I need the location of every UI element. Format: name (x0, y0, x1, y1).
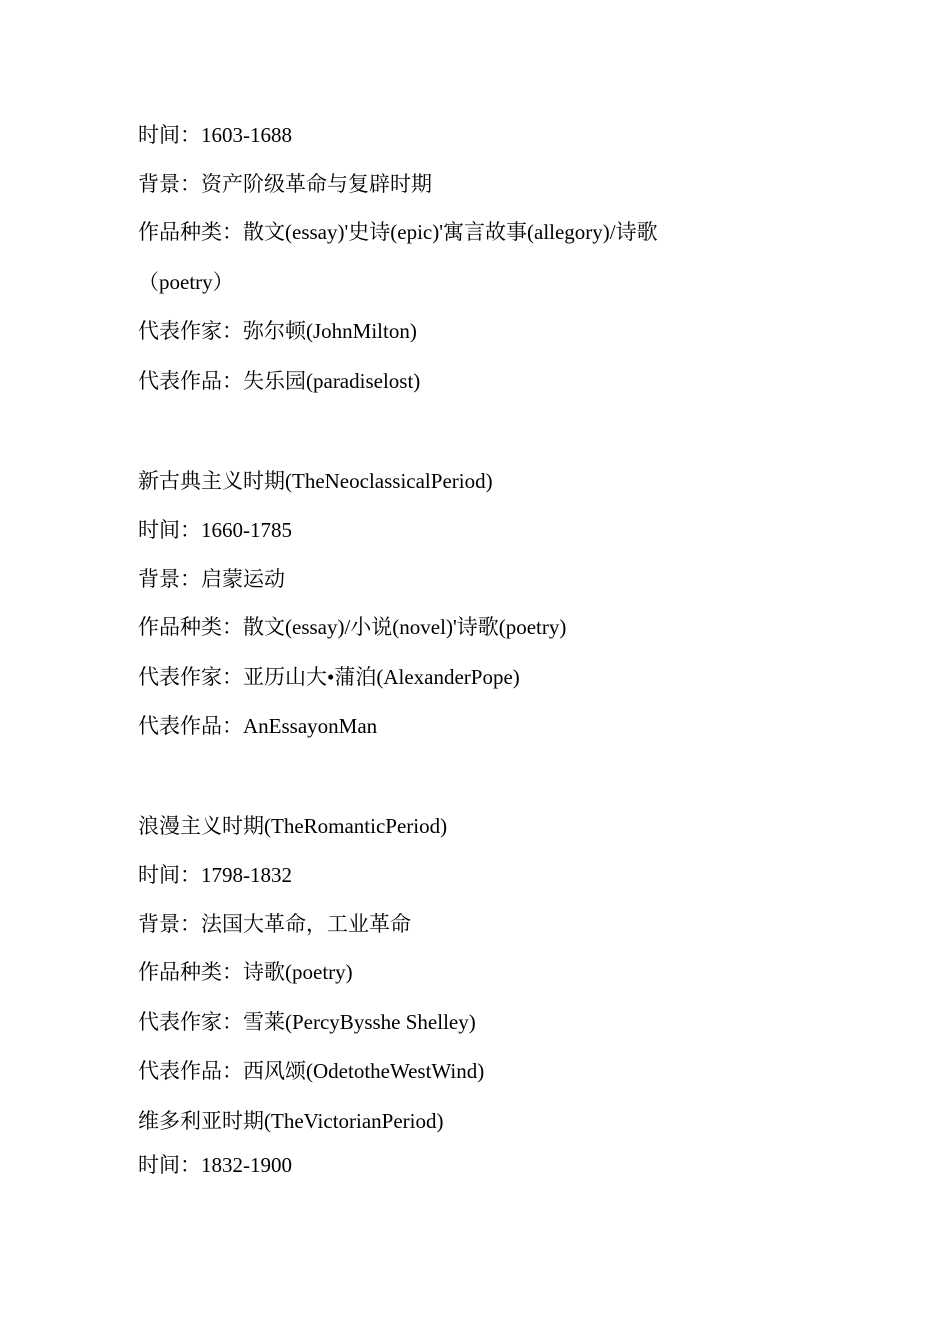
section1-background: 背景：资产阶级革命与复辟时期 (138, 172, 432, 196)
section3-time: 时间：1798-1832 (138, 863, 292, 887)
section2-time: 时间：1660-1785 (138, 518, 292, 542)
section2-work: 代表作品：AnEssayonMan (138, 714, 378, 738)
section1-time: 时间：1603-1688 (138, 123, 292, 147)
section2-background: 背景：启蒙运动 (138, 567, 285, 591)
section3-writer: 代表作家：雪莱(PercyBysshe Shelley) (138, 1010, 476, 1034)
section1-work: 代表作品：失乐园(paradiselost) (138, 369, 421, 393)
section3-genres: 作品种类：诗歌(poetry) (138, 960, 353, 984)
section3-heading: 浪漫主义时期(TheRomanticPeriod) (138, 814, 448, 838)
section1-genres: 作品种类：散文(essay)'史诗(epic)'寓言故事(allegory)/诗歌 (138, 220, 658, 244)
section4-time: 时间：1832-1900 (138, 1153, 292, 1177)
section3-background: 背景：法国大革命，工业革命 (138, 912, 411, 936)
section2-heading: 新古典主义时期(TheNeoclassicalPeriod) (138, 469, 493, 493)
section4-heading: 维多利亚时期(TheVictorianPeriod) (138, 1109, 444, 1133)
section1-writer: 代表作家：弥尔顿(JohnMilton) (138, 319, 417, 343)
section2-writer: 代表作家：亚历山大•蒲泊(AlexanderPope) (138, 665, 520, 689)
section3-work: 代表作品：西风颂(OdetotheWestWind) (138, 1059, 485, 1083)
section1-genres-continued: （poetry） (138, 270, 234, 294)
section2-genres: 作品种类：散文(essay)/小说(novel)'诗歌(poetry) (138, 615, 567, 639)
